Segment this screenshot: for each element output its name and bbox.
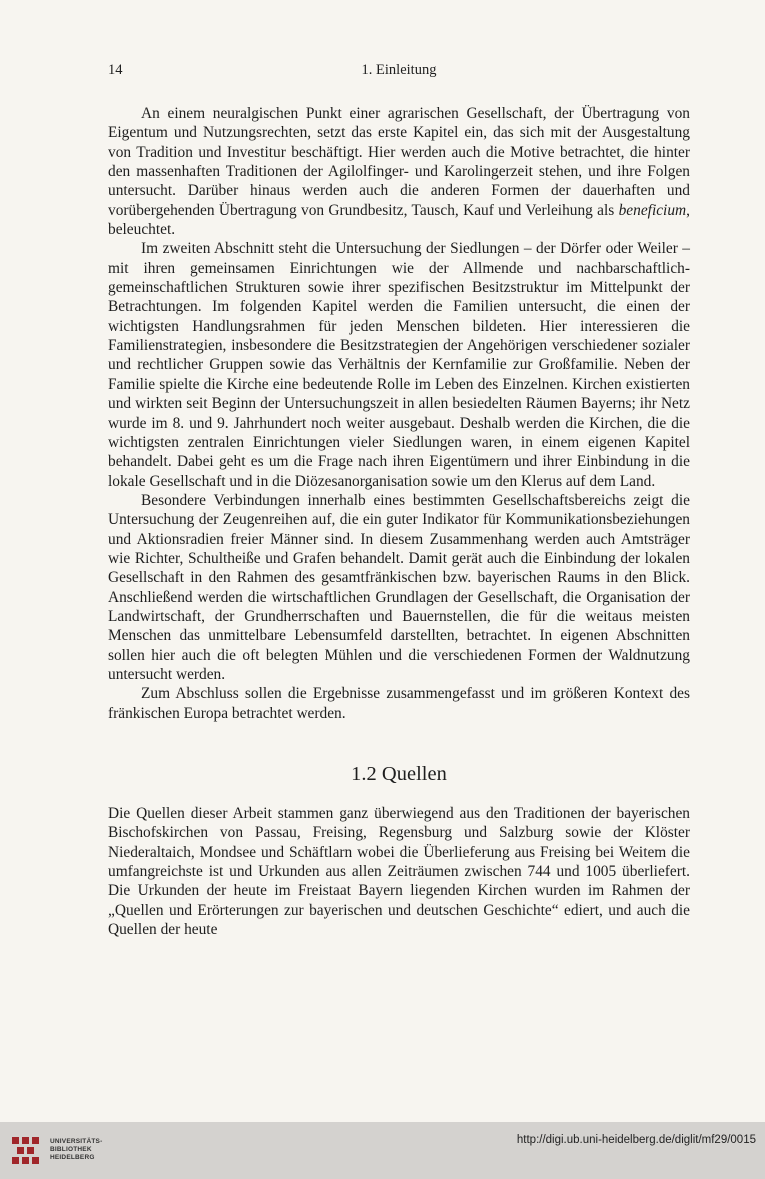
logo-line: HEIDELBERG — [50, 1154, 95, 1162]
paragraph-1-text: An einem neuralgischen Punkt einer agrarischen Gesellschaft, der Übertragung von Eigentum und Nutzungsrechten, setzt das erste Kapitel ein, das sich mit der Ausgestaltung von Tradition und Investitur beschäftigt. Hier werden auch die Motive betrachtet, die hinter den massenhaften Traditionen der Agilolfinger- und Karolingerzeit stehen, und ihre Folgen untersucht. Darüber hinaus werden auch die anderen Formen der dauerhaften und vorübergehenden Übertragung von Grundbesitz, Tausch, Kauf und Verleihung als — [108, 105, 690, 219]
paragraph-1 — [108, 104, 690, 239]
section-paragraph: Die Quellen dieser Arbeit stammen ganz überwiegend aus den Traditionen der bayerischen Bischofskirchen von Passau, Freising, Regensburg und Salzburg sowie der Klöster Niederaltaich, Mondsee und Schäftlarn wobei die Überlieferung aus Freising bei Weitem die umfangreichste ist und Urkunden aus allen Zeiträumen zwischen 744 und 1005 überliefert. Die Urkunden der heute im Freistaat Bayern liegenden Kirchen wurden im Rahmen der „Quellen und Erörterungen zur bayerischen und deutschen Geschichte“ ediert, und auch die Quellen der heute — [108, 805, 690, 939]
page-header — [108, 62, 690, 84]
logo-line: UNIVERSITÄTS- — [50, 1138, 103, 1145]
section-heading: 1.2 Quellen — [351, 763, 447, 785]
paragraph-3: Besondere Verbindungen innerhalb eines bestimmten Gesellschaftsbereichs zeigt die Untersuchung der Zeugenreihen auf, die ein guter Indikator für Kommunikationsbeziehungen und Aktionsradien freier Männer sind. In diesem Zusammenhang werden auch Amtsträger wie Richter, Schultheiße und Grafen behandelt. Damit gerät auch die Einbindung der lokalen Gesellschaft in den Rahmen des gesamtfränkischen bzw. bayerischen Raums in den Blick. Anschließend werden die wirtschaftlichen Grundlagen der Gesellschaft, die Organisation der Landwirtschaft, der Grundherrschaften und Bauernstellen, die für die weitaus meisten Menschen das unmittelbare Lebensumfeld darstellten, betrachtet. In eigenen Abschnitten sollen hier auch die oft belegten Mühlen und die verschiedenen Formen der Waldnutzung untersucht werden. — [108, 491, 690, 683]
logo-line: BIBLIOTHEK — [50, 1146, 92, 1154]
body-text — [108, 104, 690, 939]
library-logo-text — [50, 1138, 102, 1163]
library-logo-icon — [10, 1135, 42, 1167]
page-number: 14 — [108, 62, 123, 78]
viewer-footer — [0, 1122, 765, 1179]
running-title: 1. Einleitung — [361, 62, 437, 78]
paragraph-4: Zum Abschluss sollen die Ergebnisse zusammengefasst und im größeren Kontext des fränkischen Europa betrachtet werden. — [108, 685, 690, 722]
italic-term: beneficium — [618, 201, 687, 219]
paragraph-1-end: , beleuchtet. — [108, 201, 690, 239]
paragraph-2: Im zweiten Abschnitt steht die Untersuchung der Siedlungen – der Dörfer oder Weiler – mit ihren gemeinsamen Einrichtungen wie der Allmende und nachbarschaftlich-gemeinschaftlichen Strukturen sowie ihrer spezifischen Besitzstruktur im Mittelpunkt der Betrachtungen. Im folgenden Kapitel werden die Familien untersucht, die einen der wichtigsten Handlungsrahmen für jeden Menschen bildeten. Hier interessieren die Familienstrategien, insbesondere die Besitzstrategien der Angehörigen verschiedener sozialer und rechtlicher Gruppen sowie das Verhältnis der Kernfamilie zur Großfamilie. Neben der Familie spielte die Kirche eine bedeutende Rolle im Leben des Einzelnen. Kirchen existierten und wirkten seit Beginn der Untersuchungszeit in allen besiedelten Räumen Bayerns; ihr Netz wurde im 8. und 9. Jahrhundert noch weiter ausgebaut. Deshalb werden die Kirchen, die die wichtigsten zentralen Einrichtungen vieler Siedlungen waren, in einem eigenen Kapitel behandelt. Dabei geht es um die Frage nach ihren Eigentümern und ihrer Einbindung in die lokale Gesellschaft und in die Diözesanorganisation sowie um den Klerus auf dem Land. — [108, 240, 690, 490]
library-logo[interactable] — [10, 1134, 120, 1168]
permalink-url[interactable]: http://digi.ub.uni-heidelberg.de/diglit/mf29/0015 — [516, 1134, 756, 1146]
